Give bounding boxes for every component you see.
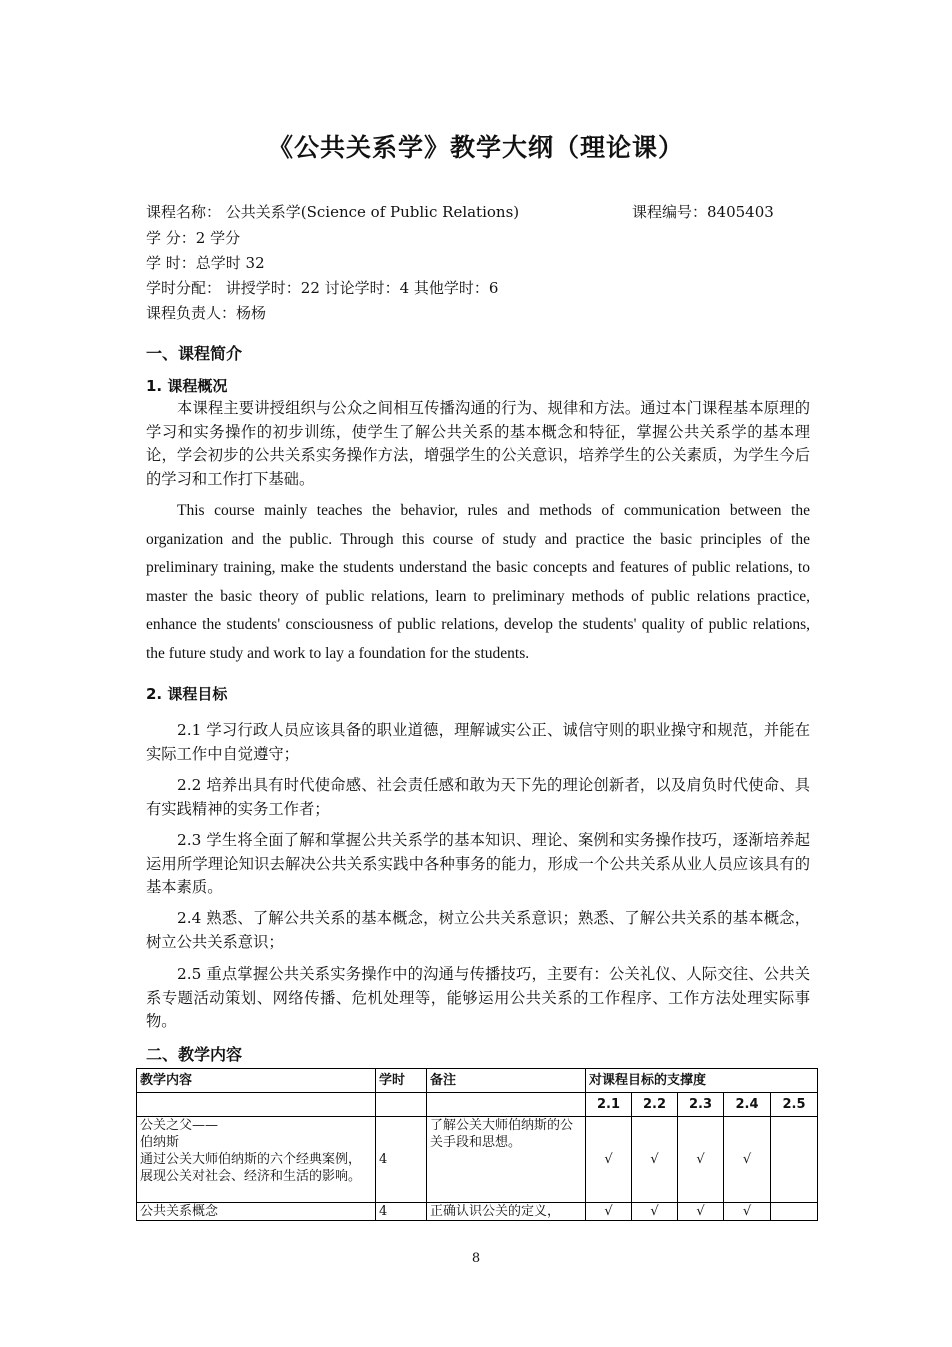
- row-notes: 正确认识公关的定义，: [427, 1203, 586, 1221]
- goal-col-header: 2.4: [724, 1093, 771, 1117]
- section-heading-intro: 一、课程简介: [146, 344, 243, 363]
- table-row: [137, 1117, 818, 1203]
- row-check: √: [678, 1117, 724, 1203]
- course-name: 课程名称： 公共关系学(Science of Public Relations): [146, 203, 520, 221]
- goal-item: 2.1 学习行政人员应该具备的职业道德，理解诚实公正、诚信守则的职业操守和规范，并能在实际工作中自觉遵守；: [146, 721, 810, 763]
- course-owner: 课程负责人：杨杨: [146, 304, 267, 322]
- row-hours: 4: [376, 1117, 427, 1203]
- goal-item: 2.2 培养出具有时代使命感、社会责任感和敢为天下先的理论创新者，以及肩负时代使命、具有实践精神的实务工作者；: [146, 776, 810, 818]
- row-check: √: [586, 1117, 632, 1203]
- teaching-content-table: [136, 1068, 818, 1221]
- goal-item: 2.5 重点掌握公共关系实务操作中的沟通与传播技巧，主要有：公关礼仪、人际交往、公共关系专题活动策划、网络传播、危机处理等，能够运用公共关系的工作程序、工作方法处理实际事物。: [146, 965, 810, 1030]
- empty-cell: [427, 1093, 586, 1117]
- header-hours: 学时: [376, 1069, 427, 1093]
- subsection-heading-overview: 1. 课程概况: [146, 377, 228, 395]
- course-hours: 学 时：总学时 32: [146, 254, 265, 272]
- overview-paragraph-en: This course mainly teaches the behavior, rules and methods of communication between the organization and the public. Through this course of study and practice the basic principles of the preliminary training, make the students understand the basic concepts and features of public relations, to master the basic theory of public relations, learn to preliminary methods of public relations practice, enhance the students' consciousness of public relations, develop the students' quality of public relations, the future study and work to lay a foundation for the students.: [146, 502, 810, 662]
- goal-col-header: 2.2: [632, 1093, 678, 1117]
- course-credits: 学 分：2 学分: [146, 229, 241, 247]
- empty-cell: [376, 1093, 427, 1117]
- course-code: 课程编号：8405403: [632, 203, 774, 221]
- row-content: 公共关系概念: [137, 1203, 376, 1221]
- table-header-row: [137, 1069, 818, 1093]
- row-check: √: [632, 1203, 678, 1221]
- empty-cell: [137, 1093, 376, 1117]
- table-row: [137, 1203, 818, 1221]
- overview-paragraph-cn: 本课程主要讲授组织与公众之间相互传播沟通的行为、规律和方法。通过本门课程基本原理的学习和实务操作的初步训练，使学生了解公共关系的基本概念和特征，掌握公共关系学的基本理论，学会初步的公共关系实务操作方法，增强学生的公关意识，培养学生的公关素质，为学生今后的学习和工作打下基础。: [146, 399, 810, 488]
- goal-item: 2.4 熟悉、了解公共关系的基本概念，树立公共关系意识；熟悉、了解公共关系的基本概念，树立公共关系意识；: [146, 909, 810, 951]
- row-check: √: [724, 1117, 771, 1203]
- subsection-heading-goals: 2. 课程目标: [146, 685, 228, 703]
- header-support: 对课程目标的支撑度: [586, 1069, 818, 1093]
- row-check: √: [632, 1117, 678, 1203]
- header-notes: 备注: [427, 1069, 586, 1093]
- row-check: √: [724, 1203, 771, 1221]
- goal-col-header: 2.3: [678, 1093, 724, 1117]
- course-hours-split: 学时分配： 讲授学时：22 讨论学时：4 其他学时：6: [146, 279, 499, 297]
- goal-col-header: 2.5: [771, 1093, 818, 1117]
- section-heading-content: 二、教学内容: [146, 1045, 243, 1064]
- row-hours: 4: [376, 1203, 427, 1221]
- goal-col-header: 2.1: [586, 1093, 632, 1117]
- page-number: 8: [471, 1251, 481, 1266]
- row-check: √: [586, 1203, 632, 1221]
- row-notes: 了解公关大师伯纳斯的公关手段和思想。: [427, 1117, 586, 1203]
- row-check: √: [678, 1203, 724, 1221]
- table-goal-row: [137, 1093, 818, 1117]
- row-content: 公关之父—— 伯纳斯 通过公关大师伯纳斯的六个经典案例，展现公关对社会、经济和生活的影响。: [137, 1117, 376, 1203]
- page-title: 《公共关系学》教学大纲（理论课）: [267, 133, 684, 162]
- header-content: 教学内容: [137, 1069, 376, 1093]
- row-check: [771, 1203, 818, 1221]
- row-check: [771, 1117, 818, 1203]
- goal-item: 2.3 学生将全面了解和掌握公共关系学的基本知识、理论、案例和实务操作技巧，逐渐培养起运用所学理论知识去解决公共关系实践中各种事务的能力，形成一个公共关系从业人员应该具有的基本素质。: [146, 831, 810, 896]
